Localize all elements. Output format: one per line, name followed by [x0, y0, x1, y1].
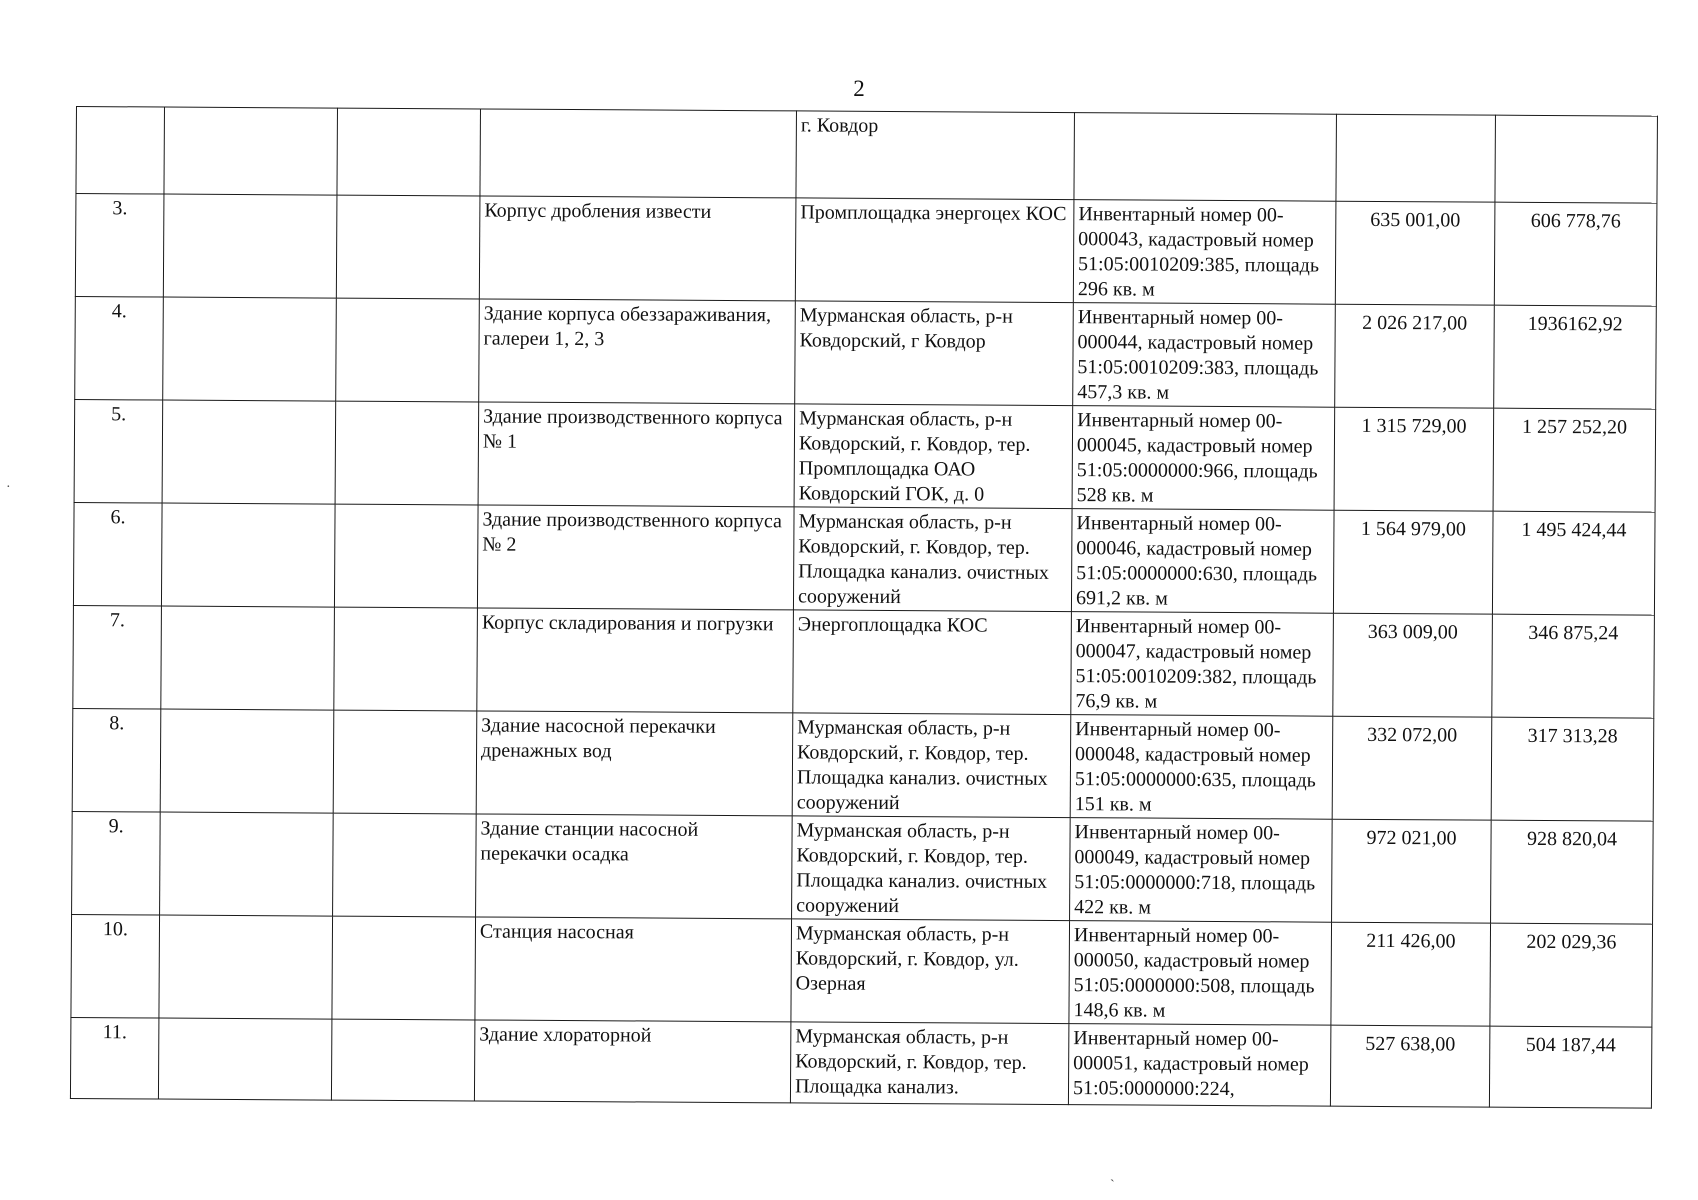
- cell-amount-2: 346 875,24: [1492, 614, 1655, 718]
- cell-number: 4.: [75, 296, 164, 400]
- cell-column-3: [332, 916, 476, 1020]
- cell-address: Мурманская область, р-н Ковдорский, г. Ковдор, ул. Озерная: [791, 919, 1070, 1024]
- cell-column-3: [337, 108, 481, 196]
- cell-name: Здание корпуса обеззараживания, галереи 1, 2, 3: [479, 299, 796, 404]
- cell-address: Мурманская область, р-н Ковдорский, г. Ковдор, тер. Промплощадка ОАО Ковдорский ГОК, д. 0: [794, 404, 1073, 509]
- cell-amount-2: 317 313,28: [1491, 717, 1654, 821]
- cell-details: Инвентарный номер 00-000046, кадастровый номер 51:05:0000000:630, площадь 691,2 кв. м: [1071, 509, 1334, 614]
- table-row-continuation: [76, 107, 1658, 204]
- cell-number: 10.: [71, 914, 160, 1018]
- cell-details: Инвентарный номер 00-000049, кадастровый номер 51:05:0000000:718, площадь 422 кв. м: [1070, 818, 1333, 923]
- table-row: [70, 1017, 1651, 1108]
- cell-amount-1: 1 564 979,00: [1333, 510, 1493, 614]
- cell-amount-2: 1 495 424,44: [1492, 511, 1655, 615]
- cell-name: Станция насосная: [475, 917, 792, 1022]
- table-row: [74, 399, 1656, 512]
- table-row: [73, 502, 1655, 615]
- cell-amount-1: 2 026 217,00: [1335, 304, 1495, 408]
- cell-amount-1: 363 009,00: [1333, 613, 1493, 717]
- cell-address: г. Ковдор: [796, 111, 1075, 200]
- cell-address: Энергоплощадка КОС: [793, 610, 1072, 715]
- cell-amount-2: 202 029,36: [1490, 923, 1653, 1027]
- cell-column-3: [334, 607, 478, 711]
- cell-column-2: [163, 194, 337, 298]
- cell-column-3: [331, 1019, 474, 1101]
- table-row: [72, 708, 1654, 821]
- cell-address: Мурманская область, р-н Ковдорский, г. Ковдор, тер. Площадка канализ. очистных сооружений: [792, 713, 1071, 818]
- table-row: [73, 605, 1655, 718]
- cell-column-3: [335, 401, 479, 505]
- cell-number: 3.: [75, 194, 164, 298]
- page-number: 2: [853, 76, 865, 101]
- cell-column-2: [162, 400, 336, 504]
- property-table: [70, 106, 1658, 1109]
- cell-name: [480, 109, 797, 198]
- cell-number: 8.: [72, 708, 161, 812]
- table-row: [71, 914, 1653, 1027]
- cell-name: Здание производственного корпуса № 1: [478, 402, 795, 507]
- cell-number: [76, 107, 165, 195]
- cell-amount-2: 1 257 252,20: [1493, 408, 1656, 512]
- cell-amount-2: 504 187,44: [1489, 1026, 1651, 1108]
- scan-speck: `: [1110, 1178, 1115, 1193]
- table-body: [70, 107, 1657, 1109]
- scan-speck: ·: [6, 480, 11, 495]
- cell-amount-1: [1336, 114, 1496, 202]
- cell-column-2: [160, 709, 334, 813]
- cell-column-2: [159, 915, 333, 1019]
- cell-name: Корпус дробления извести: [479, 196, 796, 301]
- cell-number: 11.: [70, 1017, 158, 1099]
- cell-details: Инвентарный номер 00-000047, кадастровый номер 51:05:0010209:382, площадь 76,9 кв. м: [1071, 612, 1334, 717]
- cell-column-2: [160, 812, 334, 916]
- cell-name: Корпус складирования и погрузки: [477, 608, 794, 713]
- cell-column-3: [336, 298, 480, 402]
- cell-column-3: [333, 813, 477, 917]
- cell-details: [1074, 113, 1337, 202]
- cell-amount-1: 211 426,00: [1331, 922, 1491, 1026]
- cell-number: 6.: [73, 502, 162, 606]
- cell-amount-2: 1936162,92: [1494, 305, 1657, 409]
- cell-column-3: [334, 504, 478, 608]
- table-row: [75, 194, 1657, 307]
- cell-amount-1: 527 638,00: [1330, 1025, 1489, 1107]
- cell-amount-1: 1 315 729,00: [1334, 407, 1494, 511]
- cell-number: 5.: [74, 399, 163, 503]
- cell-amount-1: 635 001,00: [1335, 201, 1495, 305]
- cell-column-2: [158, 1018, 331, 1100]
- cell-name: Здание хлораторной: [474, 1020, 790, 1103]
- cell-name: Здание производственного корпуса № 2: [477, 505, 794, 610]
- cell-details: Инвентарный номер 00-000043, кадастровый номер 51:05:0010209:385, площадь 296 кв. м: [1073, 200, 1336, 305]
- cell-amount-2: [1495, 115, 1658, 203]
- cell-details: Инвентарный номер 00-000048, кадастровый номер 51:05:0000000:635, площадь 151 кв. м: [1070, 715, 1333, 820]
- cell-column-2: [164, 107, 338, 195]
- cell-amount-1: 332 072,00: [1332, 716, 1492, 820]
- table-row: [72, 811, 1654, 924]
- cell-amount-2: 606 778,76: [1494, 202, 1657, 306]
- cell-address: Мурманская область, р-н Ковдорский, г Ковдор: [795, 301, 1074, 406]
- cell-details: Инвентарный номер 00-000050, кадастровый номер 51:05:0000000:508, площадь 148,6 кв. м: [1069, 921, 1332, 1026]
- cell-number: 7.: [73, 605, 162, 709]
- cell-address: Мурманская область, р-н Ковдорский, г. Ковдор, тер. Площадка канализ. очистных сооружений: [792, 816, 1071, 921]
- cell-column-2: [161, 503, 335, 607]
- cell-number: 9.: [72, 811, 161, 915]
- cell-column-2: [163, 297, 337, 401]
- cell-details: Инвентарный номер 00-000045, кадастровый номер 51:05:0000000:966, площадь 528 кв. м: [1072, 406, 1335, 511]
- cell-details: Инвентарный номер 00-000044, кадастровый номер 51:05:0010209:383, площадь 457,3 кв. м: [1073, 303, 1336, 408]
- cell-column-3: [336, 195, 480, 299]
- cell-address: Мурманская область, р-н Ковдорский, г. Ковдор, тер. Площадка канализ.: [790, 1022, 1068, 1105]
- cell-name: Здание станции насосной перекачки осадка: [476, 814, 793, 919]
- table-row: [75, 296, 1657, 409]
- cell-details: Инвентарный номер 00-000051, кадастровый номер 51:05:0000000:224,: [1068, 1024, 1330, 1107]
- cell-address: Мурманская область, р-н Ковдорский, г. Ковдор, тер. Площадка канализ. очистных сооружений: [793, 507, 1072, 612]
- cell-amount-2: 928 820,04: [1491, 820, 1654, 924]
- cell-name: Здание насосной перекачки дренажных вод: [476, 711, 793, 816]
- document-sheet: [70, 106, 1658, 1109]
- cell-column-3: [333, 710, 477, 814]
- cell-column-2: [161, 606, 335, 710]
- cell-amount-1: 972 021,00: [1332, 819, 1492, 923]
- cell-address: Промплощадка энергоцех КОС: [795, 198, 1074, 303]
